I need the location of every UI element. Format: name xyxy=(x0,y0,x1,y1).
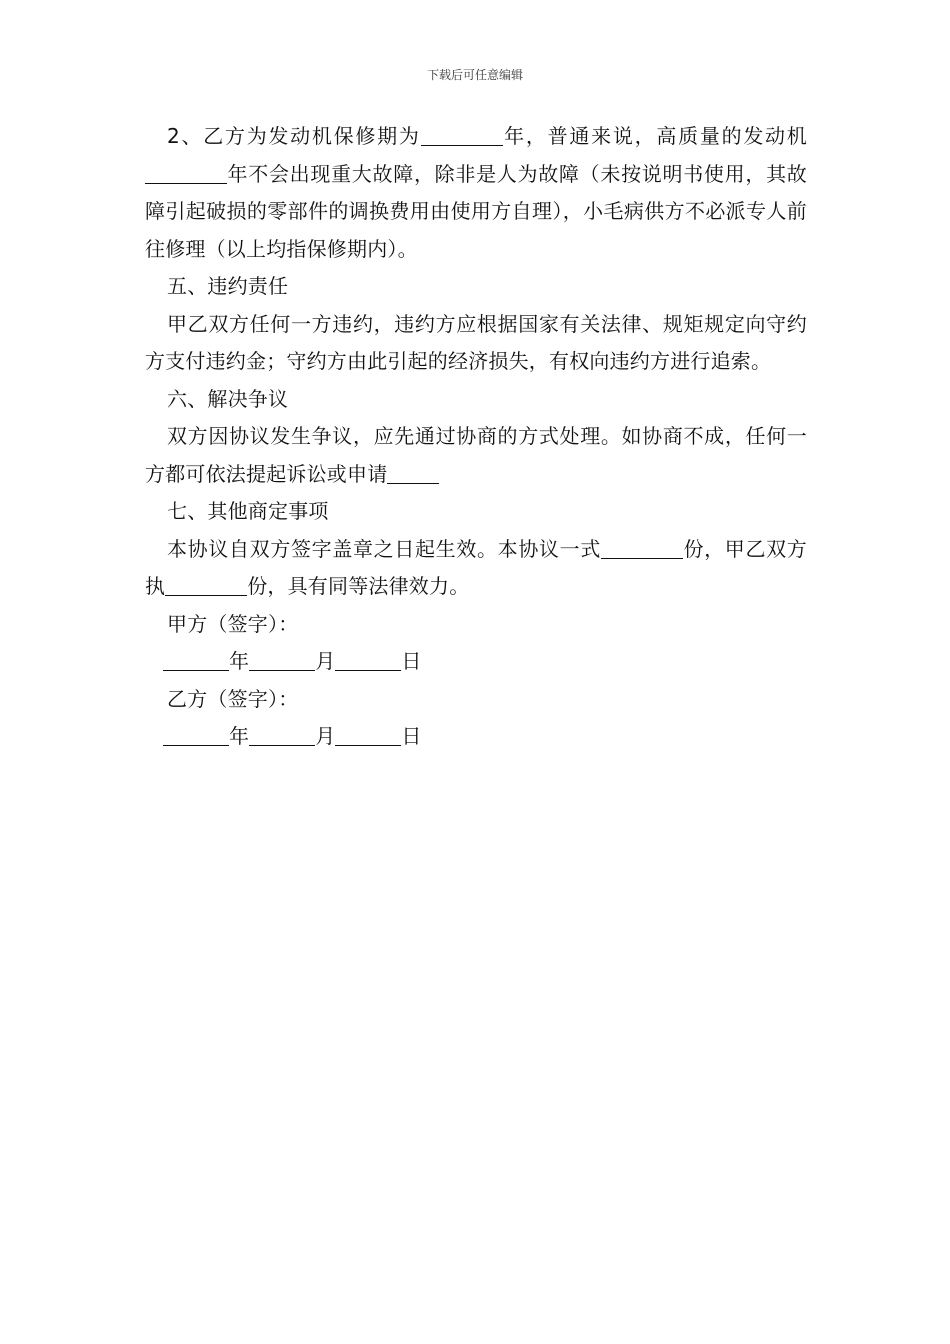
warranty-text-c: 年不会出现重大故障，除非是人为故障（未按说明书使用，其故障引起破损的零部件的调换费用由使用方自理），小毛病供方不必派专人前往修理（以上均指保修期内）。 xyxy=(145,161,807,261)
warranty-text-a: 2、乙方为发动机保修期为 xyxy=(167,124,421,148)
party-a-year-blank[interactable] xyxy=(163,650,229,671)
dispute-paragraph xyxy=(145,418,807,493)
party-a-day-blank[interactable] xyxy=(335,650,401,671)
other-text-c: 份，具有同等法律效力。 xyxy=(247,574,470,598)
copies-each-blank[interactable] xyxy=(165,575,247,596)
day-label: 日 xyxy=(401,649,422,673)
section-heading-dispute: 六、解决争议 xyxy=(167,386,289,411)
warranty-text-b: 年，普通来说，高质量的发动机 xyxy=(502,124,807,148)
party-b-signature-label: 乙方（签字）： xyxy=(167,686,299,711)
section-heading-breach: 五、违约责任 xyxy=(167,274,289,298)
party-a-date-line xyxy=(145,643,807,681)
month-label: 月 xyxy=(315,649,336,673)
warranty-paragraph xyxy=(145,118,807,268)
other-paragraph xyxy=(145,531,807,606)
copies-total-blank[interactable] xyxy=(601,538,683,559)
section-heading-other: 七、其他商定事项 xyxy=(167,499,329,523)
page-header: 下载后可任意编辑 xyxy=(426,68,523,82)
breach-paragraph: 甲乙双方任何一方违约，违约方应根据国家有关法律、规矩规定向守约方支付违约金；守约方由此引起的经济损失，有权向违约方进行追索。 xyxy=(145,311,807,373)
day-label: 日 xyxy=(401,724,422,748)
party-a-signature-label: 甲方（签字）： xyxy=(167,611,299,636)
year-label: 年 xyxy=(229,724,250,748)
warranty-years-blank[interactable] xyxy=(421,125,503,146)
document-body xyxy=(145,118,807,756)
arbitration-blank[interactable] xyxy=(387,463,439,484)
party-b-year-blank[interactable] xyxy=(163,725,229,746)
year-label: 年 xyxy=(229,649,250,673)
party-a-month-blank[interactable] xyxy=(249,650,315,671)
party-b-month-blank[interactable] xyxy=(249,725,315,746)
engine-life-blank[interactable] xyxy=(145,163,227,184)
other-text-b: 份，甲乙双方执 xyxy=(145,536,807,598)
party-b-day-blank[interactable] xyxy=(335,725,401,746)
dispute-text: 双方因协议发生争议，应先通过协商的方式处理。如协商不成，任何一方都可依法提起诉讼或申请 xyxy=(145,424,807,486)
month-label: 月 xyxy=(315,724,336,748)
party-b-date-line xyxy=(145,718,807,756)
other-text-a: 本协议自双方签字盖章之日起生效。本协议一式 xyxy=(167,536,601,561)
